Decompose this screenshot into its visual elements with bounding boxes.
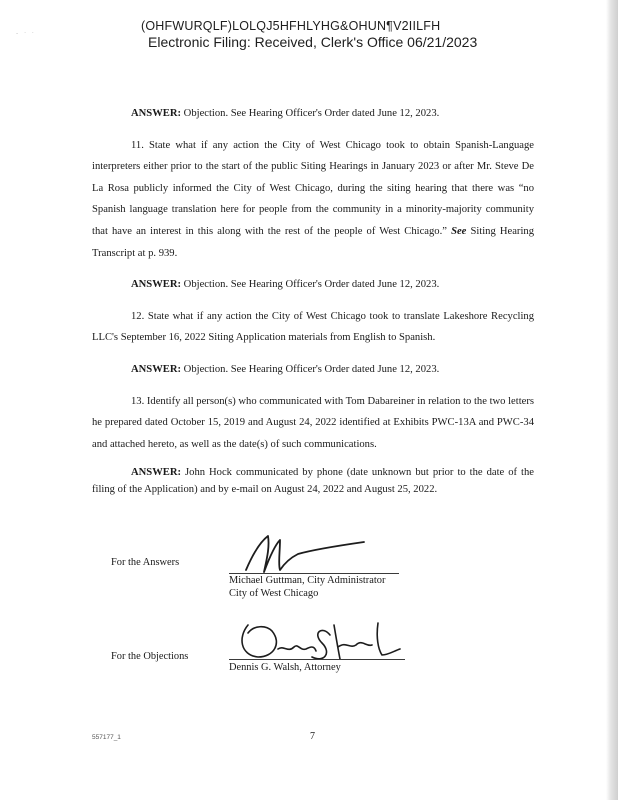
stamp-filing-line: Electronic Filing: Received, Clerk's Office 06/21/2023 [148,34,478,50]
answer-paragraph-1 [92,103,534,125]
answer-label: ANSWER: [131,363,182,375]
document-body [92,103,534,498]
answer-text: Objection. See Hearing Officer's Order dated June 12, 2023. [181,363,440,375]
answers-signer-org: City of West Chicago [229,588,319,599]
answer-paragraph-4 [92,465,534,498]
answer-label: ANSWER: [131,279,182,291]
interrogatory-text: 11. State what if any action the City of West Chicago took to obtain Spanish-Language interpreters either prior to the start of the public Siting Hearings in January 2023 or after Mr. Steve De La Rosa publicly informed the City of West Chicago, during the siting hearing that there was “no Spanish language translation here for people from the community in a minority-majority community that have an interest in this along with the rest of the people of West Chicago.” [92,139,534,237]
for-objections-label: For the Objections [111,651,189,662]
answer-text: Objection. See Hearing Officer's Order dated June 12, 2023. [181,279,440,291]
scan-edge-shadow [606,0,618,800]
answer-text: John Hock communicated by phone (date unknown but prior to the date of the filing of the Application) and by e-mail on August 24, 2022 and August 25, 2022. [92,467,534,495]
interrogatory-text: 13. Identify all person(s) who communicated with Tom Dabareiner in relation to the two letters he prepared dated October 15, 2019 and August 24, 2022 identified at Exhibits PWC-13A and PWC-34 and attached hereto, as well as the date(s) of such communications. [92,395,534,450]
for-answers-label: For the Answers [111,557,180,568]
answer-text: Objection. See Hearing Officer's Order dated June 12, 2023. [181,108,440,119]
interrogatory-11 [92,135,534,265]
objections-signer-name: Dennis G. Walsh, Attorney [229,662,341,673]
objections-signature-line [229,659,405,660]
answer-paragraph-3 [92,359,534,381]
interrogatory-13 [92,391,534,456]
filing-stamp [141,19,591,51]
answer-paragraph-2 [92,274,534,296]
answer-label: ANSWER: [131,108,182,119]
citation-text: Siting Hearing Transcript at p. 939. [92,225,534,259]
walsh-signature [234,615,404,665]
stamp-garbled-line: (OHFWURQLF)LOLQJ5HFHLYHG&OHUN¶V2IILFH [141,19,441,33]
answer-label: ANSWER: [131,467,182,479]
interrogatory-12 [92,306,534,349]
guttman-signature [240,530,380,578]
answers-signer-name: Michael Guttman, City Administrator [229,575,386,586]
interrogatory-text: 12. State what if any action the City of West Chicago took to translate Lakeshore Recycling LLC's September 16, 2022 Siting Application materials from English to Spanish. [92,310,534,344]
scan-artifact-marks: - · · [16,30,36,37]
citation-see: See [451,225,467,237]
page-number: 7 [310,731,315,742]
document-id: 557177_1 [92,734,121,741]
